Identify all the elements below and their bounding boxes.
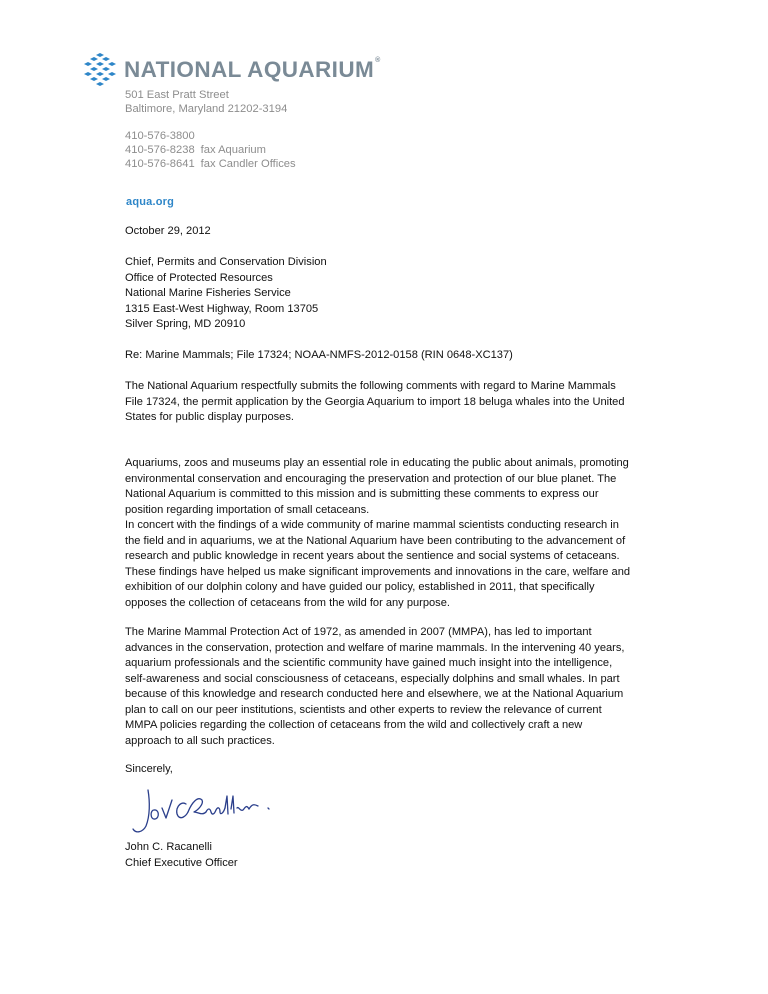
paragraph [125,379,685,426]
paragraph-line: National Aquarium is committed to this mission and is submitting these comments to express our [125,488,599,500]
paragraph-line: position regarding importation of small cetaceans. [125,503,370,516]
trademark: ® [375,57,381,64]
paragraph-line: In concert with the findings of a wide community of marine mammal scientists conducting research in [125,519,619,531]
paragraph-line: exhibition of our dolphin colony and have guided our policy, established in 2011, that specifically [125,581,595,593]
paragraph [125,518,685,611]
org-name: NATIONAL AQUARIUM [124,57,375,82]
closing: Sincerely, [125,763,173,775]
fax-candler: 410-576-8641 fax Candler Offices [125,158,296,170]
paragraph-line: The National Aquarium respectfully submits the following comments with regard to Marine Mammals [125,380,616,392]
paragraph-line: because of this knowledge and research conducted here and elsewhere, we at the National Aquarium [125,688,624,700]
paragraph-line: approach to all such practices. [125,734,275,747]
recipient-line: 1315 East-West Highway, Room 13705 [125,302,319,315]
subject-line: Re: Marine Mammals; File 17324; NOAA-NMFS-2012-0158 (RIN 0648-XC137) [125,349,513,361]
paragraph-line: MMPA policies regarding the collection of cetaceans from the wild and collectively craft a new [125,719,583,731]
paragraph-line: the field and in aquariums, we at the National Aquarium have been contributing to the advancement of [125,534,626,547]
recipient-line: National Marine Fisheries Service [125,287,291,299]
paragraph-line: File 17324, the permit application by the Georgia Aquarium to import 18 beluga whales into the United [125,395,625,408]
paragraph [125,625,685,749]
signer-name: John C. Racanelli [125,841,212,853]
paragraph-line: States for public display purposes. [125,411,294,423]
paragraph-line: environmental conservation and encouraging the preservation and protection of our blue planet. The [125,472,617,485]
phone-number: 410-576-3800 [125,130,195,142]
address-line-1: 501 East Pratt Street [125,89,229,101]
paragraph-line: research and public knowledge in recent years about the sentience and social systems of cetaceans. [125,550,620,562]
paragraph-line: These findings have helped us make significant improvements and innovations in the care, welfare and [125,565,631,578]
letterhead-contact [125,88,296,171]
website-link[interactable]: aqua.org [126,196,175,208]
paragraph-line: The Marine Mammal Protection Act of 1972, as amended in 2007 (MMPA), has led to important [125,626,592,638]
logo [82,52,422,88]
letterhead [82,52,422,170]
paragraph-line: opposes the collection of cetaceans from the wild for any purpose. [125,596,450,609]
paragraph-line: self-awareness and social consciousness of cetaceans, especially dolphins and small whales. In part [125,672,620,685]
address-line-2: Baltimore, Maryland 21202-3194 [125,103,288,115]
recipient-address [125,255,327,333]
letter-date: October 29, 2012 [125,225,211,237]
signer-block [125,840,238,871]
paragraph-line: plan to call on our peer institutions, scientists and other experts to review the relevance of current [125,703,602,716]
paragraph [125,456,685,518]
fax-aquarium: 410-576-8238 fax Aquarium [125,144,266,156]
paragraph-line: aquarium professionals and the scientific community have gained much insight into the intelligence, [125,657,613,669]
recipient-line: Office of Protected Resources [125,271,273,284]
recipient-line: Chief, Permits and Conservation Division [125,256,327,268]
wave-grid-icon [82,52,118,88]
recipient-line: Silver Spring, MD 20910 [125,318,246,330]
handwritten-signature-icon [128,782,298,842]
paragraph-line: Aquariums, zoos and museums play an essential role in educating the public about animals, promoting [125,457,629,469]
signer-title: Chief Executive Officer [125,856,238,869]
paragraph-line: advances in the conservation, protection and welfare of marine mammals. In the intervening 40 years, [125,641,625,654]
